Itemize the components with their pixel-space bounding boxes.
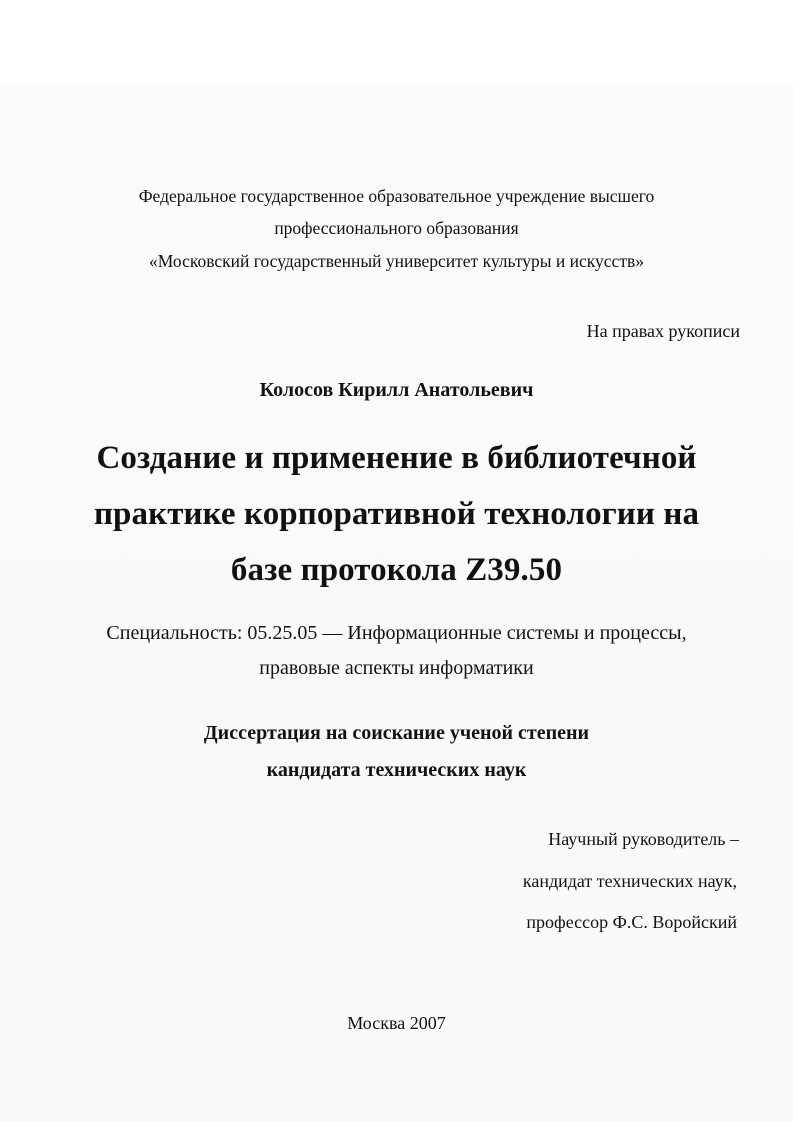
- degree-line-2: кандидата технических наук: [266, 759, 527, 781]
- title-line-3: базе протокола Z39.50: [230, 552, 563, 588]
- title-line-1: Создание и применение в библиотечной: [96, 440, 697, 476]
- city-year: Москва 2007: [347, 1013, 446, 1033]
- institution-line-3: «Московский государственный университет культуры и искусств»: [149, 251, 644, 271]
- institution-line-2: профессионального образования: [274, 218, 519, 238]
- institution-line-1: Федеральное государственное образовательное учреждение высшего: [138, 186, 655, 206]
- supervisor-line-2: кандидат технических наук,: [522, 871, 737, 891]
- manuscript-note: На правах рукописи: [586, 321, 740, 341]
- specialty-line-2: правовые аспекты информатики: [259, 657, 534, 679]
- title-line-2: практике корпоративной технологии на: [93, 496, 700, 532]
- supervisor-line-3: профессор Ф.С. Воройский: [526, 912, 737, 932]
- degree-line-1: Диссертация на соискание ученой степени: [203, 722, 590, 744]
- author-name: Колосов Кирилл Анатольевич: [259, 379, 534, 401]
- specialty-line-1: Специальность: 05.25.05 — Информационные системы и процессы,: [106, 622, 687, 644]
- supervisor-line-1: Научный руководитель –: [548, 829, 739, 849]
